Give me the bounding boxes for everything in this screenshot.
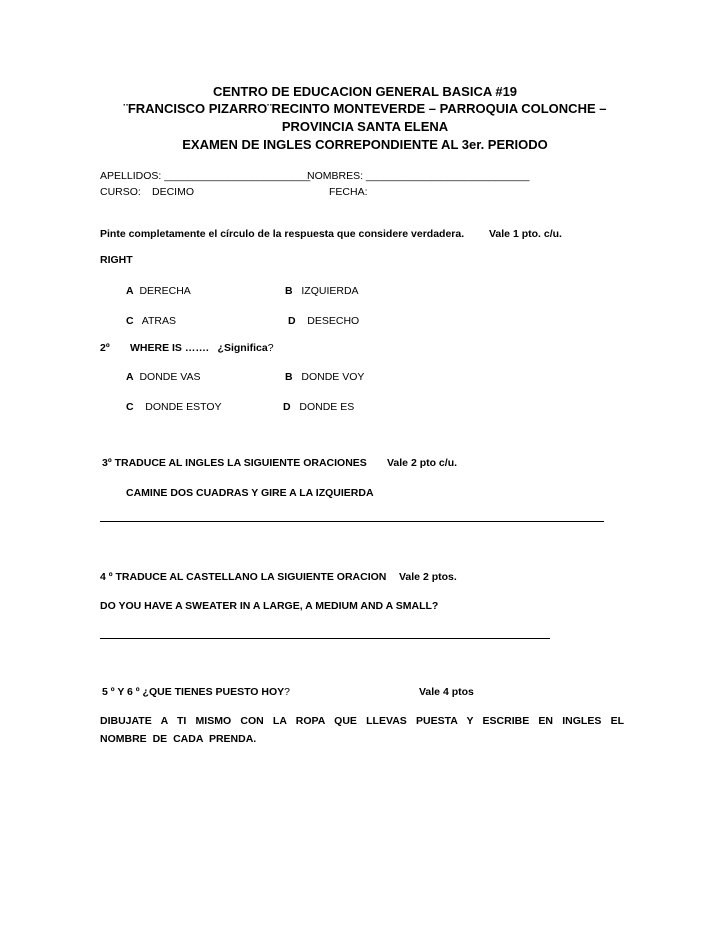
option-letter: C <box>126 315 134 327</box>
q3-answer-line[interactable] <box>100 521 604 522</box>
q2-meaning: ¿Significa <box>217 342 268 354</box>
q1-option-b[interactable] <box>285 285 359 298</box>
apellidos-field[interactable]: APELLIDOS: _________________________ <box>100 170 311 182</box>
curso-value: DECIMO <box>152 186 194 198</box>
q1-word: RIGHT <box>100 254 133 266</box>
exam-title: EXAMEN DE INGLES CORREPONDIENTE AL 3er. PERIODO <box>182 137 548 152</box>
option-text: DONDE ESTOY <box>145 401 222 413</box>
q4-answer-line[interactable] <box>100 638 550 639</box>
fecha-field[interactable]: FECHA: <box>329 186 368 198</box>
school-location: ¨FRANCISCO PIZARRO¨RECINTO MONTEVERDE – PARROQUIA COLONCHE – <box>123 101 607 116</box>
option-letter: A <box>126 285 134 297</box>
province: PROVINCIA SANTA ELENA <box>281 119 449 134</box>
q4-title: 4 º TRADUCE AL CASTELLANO LA SIGUIENTE ORACION <box>100 571 387 583</box>
nombres-field[interactable]: NOMBRES: ____________________________ <box>307 170 530 182</box>
q2-meaning-end: ? <box>267 342 274 354</box>
curso-label: CURSO: <box>100 186 141 198</box>
q5-value: Vale 4 ptos <box>419 686 474 698</box>
option-text: DERECHA <box>139 285 191 297</box>
school-name: CENTRO DE EDUCACION GENERAL BASICA #19 <box>212 84 518 99</box>
q4-value: Vale 2 ptos. <box>399 571 457 583</box>
q2-option-c[interactable] <box>126 401 222 414</box>
option-letter: B <box>285 285 293 297</box>
q5-title-line <box>102 686 290 699</box>
q2-number: 2º <box>100 342 110 354</box>
q3-title: 3º TRADUCE AL INGLES LA SIGUIENTE ORACIONES <box>102 457 367 469</box>
option-text: IZQUIERDA <box>301 285 359 297</box>
q2-prompt: WHERE IS ……. <box>130 342 209 354</box>
option-text: DONDE ES <box>299 401 355 413</box>
q5-title-end: ? <box>284 686 290 698</box>
option-letter: D <box>288 315 296 327</box>
q5-title: 5 º Y 6 º ¿QUE TIENES PUESTO HOY <box>102 686 285 698</box>
q2-option-b[interactable] <box>285 371 364 384</box>
q2-option-d[interactable] <box>283 401 354 414</box>
option-letter: B <box>285 371 293 383</box>
option-text: DONDE VAS <box>139 371 201 383</box>
q2-prompt-line <box>130 342 274 355</box>
q4-sentence: DO YOU HAVE A SWEATER IN A LARGE, A MEDIUM AND A SMALL? <box>100 600 439 612</box>
q5-instruction: DIBUJATE A TI MISMO CON LA ROPA QUE LLEVAS PUESTA Y ESCRIBE EN INGLES EL NOMBRE DE CADA PRENDA. <box>100 715 624 745</box>
q3-sentence: CAMINE DOS CUADRAS Y GIRE A LA IZQUIERDA <box>126 487 374 499</box>
q2-option-a[interactable] <box>126 371 201 384</box>
option-letter: D <box>283 401 291 413</box>
instructions-text: Pinte completamente el círculo de la respuesta que considere verdadera. <box>100 228 465 240</box>
instructions-value: Vale 1 pto. c/u. <box>489 228 562 240</box>
option-letter: A <box>126 371 134 383</box>
option-text: ATRAS <box>141 315 177 327</box>
option-text: DESECHO <box>307 315 360 327</box>
q1-option-d[interactable] <box>288 315 359 328</box>
q3-value: Vale 2 pto c/u. <box>387 457 458 469</box>
q1-option-a[interactable] <box>126 285 191 298</box>
option-text: DONDE VOY <box>301 371 365 383</box>
option-letter: C <box>126 401 134 413</box>
q1-option-c[interactable] <box>126 315 176 328</box>
